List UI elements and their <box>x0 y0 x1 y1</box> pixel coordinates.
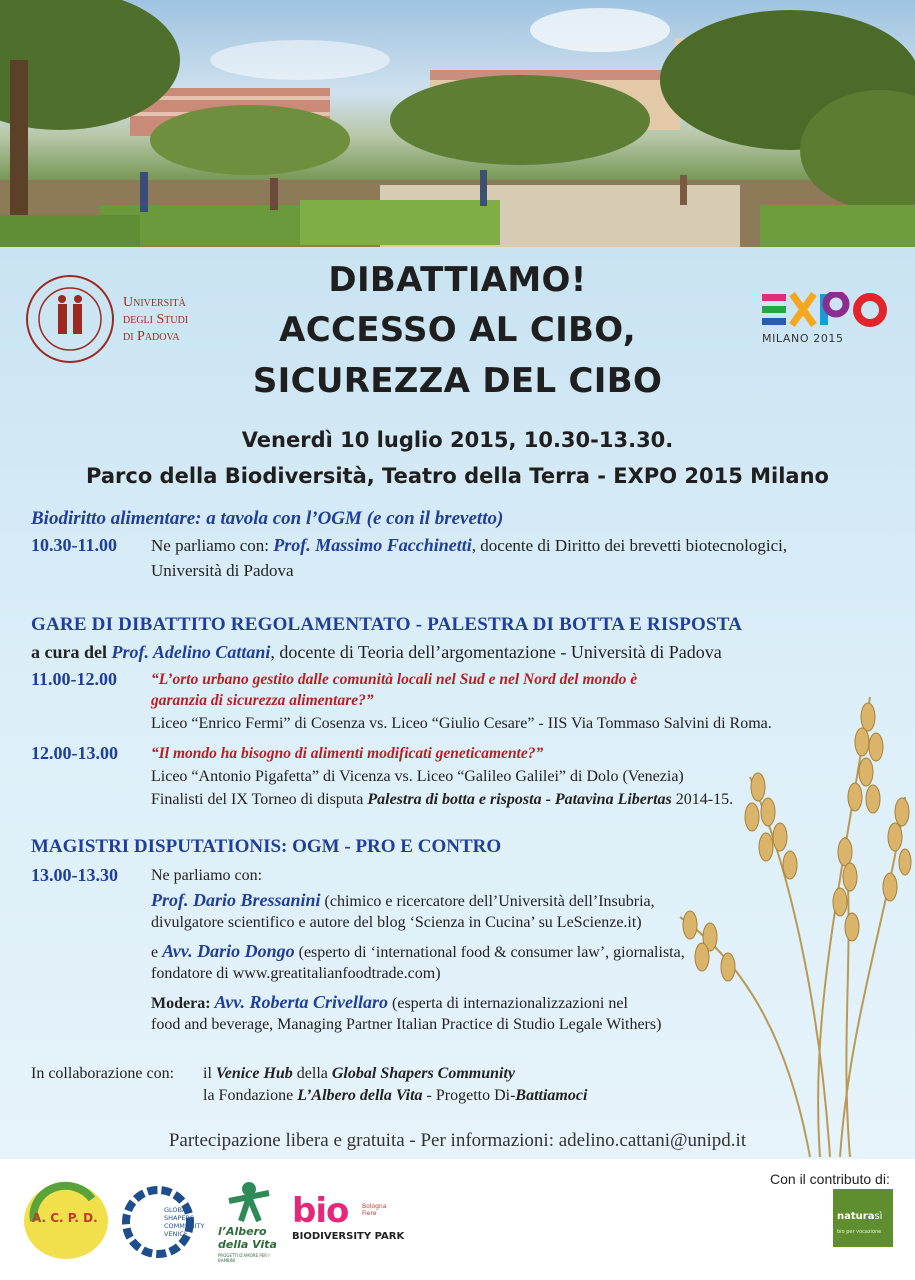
section3-time: 13.00-13.30 <box>31 865 118 885</box>
section3-heading: MAGISTRI DISPUTATIONIS: OGM - PRO E CONTRO <box>31 836 502 857</box>
section2-time2: 12.00-13.00 <box>31 743 118 763</box>
section1-heading: Biodiritto alimentare: a tavola con l’OGM (e con il brevetto) <box>31 508 504 529</box>
collaboration-line1: il Venice Hub della Global Shapers Community <box>203 1065 516 1082</box>
section2-finalists: Finalisti del IX Torneo di disputa Palestra di botta e risposta - Patavina Libertas 2014-15. <box>151 791 734 808</box>
section3-speaker2-line2: fondatore di www.greatitalianfoodtrade.com) <box>151 965 441 982</box>
speaker-facchinetti: Prof. Massimo Facchinetti <box>273 535 472 555</box>
section2-question1a: “L’orto urbano gestito dalle comunità locali nel Sud e nel Nord del mondo è <box>151 671 638 688</box>
expo-city: MILANO 2015 <box>762 332 844 345</box>
section2-cura: a cura del Prof. Adelino Cattani, docente di Teoria dell’argomentazione - Università di Padova <box>31 642 722 662</box>
global-shapers-logo <box>120 1184 210 1264</box>
speaker-cattani: Prof. Adelino Cattani <box>111 642 271 662</box>
naturasi-logo: naturasì bio per vocazione <box>833 1189 893 1247</box>
section2-debate1: Liceo “Enrico Fermi” di Cosenza vs. Liceo “Giulio Cesare” - IIS Via Tommaso Salvini di Roma. <box>151 715 772 732</box>
moderator-crivellaro: Avv. Roberta Crivellaro <box>214 992 389 1012</box>
title-line-3: SICUREZZA DEL CIBO <box>252 361 663 401</box>
global-shapers-text: GLOBAL SHAPERS COMMUNITY VENICE <box>164 1206 205 1238</box>
wheat-illustration <box>640 687 915 1157</box>
title-line-1: DIBATTIAMO! <box>328 260 587 300</box>
section3-intro: Ne parliamo con: <box>151 867 263 884</box>
section3-moderator-line2: food and beverage, Managing Partner Italian Practice di Studio Legale Withers) <box>151 1016 662 1033</box>
hero-garden-illustration <box>0 0 915 247</box>
collaboration-line2: la Fondazione L’Albero della Vita - Progetto Di-Battiamoci <box>203 1087 588 1104</box>
section2-question2: “Il mondo ha bisogno di alimenti modificati geneticamente?” <box>151 745 544 762</box>
section2-heading: GARE DI DIBATTITO REGOLAMENTATO - PALESTRA DI BOTTA E RISPOSTA <box>31 614 743 635</box>
albero-della-vita-logo: l’Albero della Vita PROGETTI D'AMORE PER I BAMBINI <box>214 1181 284 1279</box>
section1-line2: Università di Padova <box>151 561 294 580</box>
section3-moderator-line1: Modera: Avv. Roberta Crivellaro (esperta di internazionalizzazioni nel <box>151 992 628 1012</box>
info-line: Partecipazione libera e gratuita - Per informazioni: adelino.cattani@unipd.it <box>168 1130 747 1151</box>
section2-debate2: Liceo “Antonio Pigafetta” di Vicenza vs. Liceo “Galileo Galilei” di Dolo (Venezia) <box>151 768 684 785</box>
speaker-bressanini: Prof. Dario Bressanini <box>151 890 321 910</box>
section3-speaker1-line1: Prof. Dario Bressanini (chimico e ricercatore dell’Università dell’Insubria, <box>151 890 655 910</box>
footer-sponsors <box>0 1159 915 1280</box>
title-line-2: ACCESSO AL CIBO, <box>279 310 636 350</box>
contrib-label: Con il contributo di: <box>770 1171 890 1187</box>
section1-time: 10.30-11.00 <box>31 535 118 555</box>
collaboration-label: In collaborazione con: <box>31 1065 175 1082</box>
university-name: Università degli Studi di Padova <box>123 295 189 344</box>
albero-figure-icon <box>219 1181 279 1223</box>
acpd-logo: A. C. P. D. <box>22 1181 110 1261</box>
event-place: Parco della Biodiversità, Teatro della Terra - EXPO 2015 Milano <box>86 464 829 488</box>
speaker-dongo: Avv. Dario Dongo <box>162 941 295 961</box>
section2-question1b: garanzia di sicurezza alimentare?” <box>151 692 374 709</box>
biodiversity-park-logo: bio Bologna Fiere BIODIVERSITY PARK <box>292 1191 405 1242</box>
section3-speaker2-line1: e Avv. Dario Dongo (esperto di ‘international food & consumer law’, giornalista, <box>151 941 685 961</box>
section1-line1: Ne parliamo con: Prof. Massimo Facchinetti, docente di Diritto dei brevetti biotecnologici, <box>151 535 788 555</box>
section2-time1: 11.00-12.00 <box>31 669 118 689</box>
poster-body <box>0 247 915 1159</box>
section3-speaker1-line2: divulgatore scientifico e autore del blog ‘Scienza in Cucina’ su LeScienze.it) <box>151 914 642 931</box>
event-date: Venerdì 10 luglio 2015, 10.30-13.30. <box>241 428 674 452</box>
